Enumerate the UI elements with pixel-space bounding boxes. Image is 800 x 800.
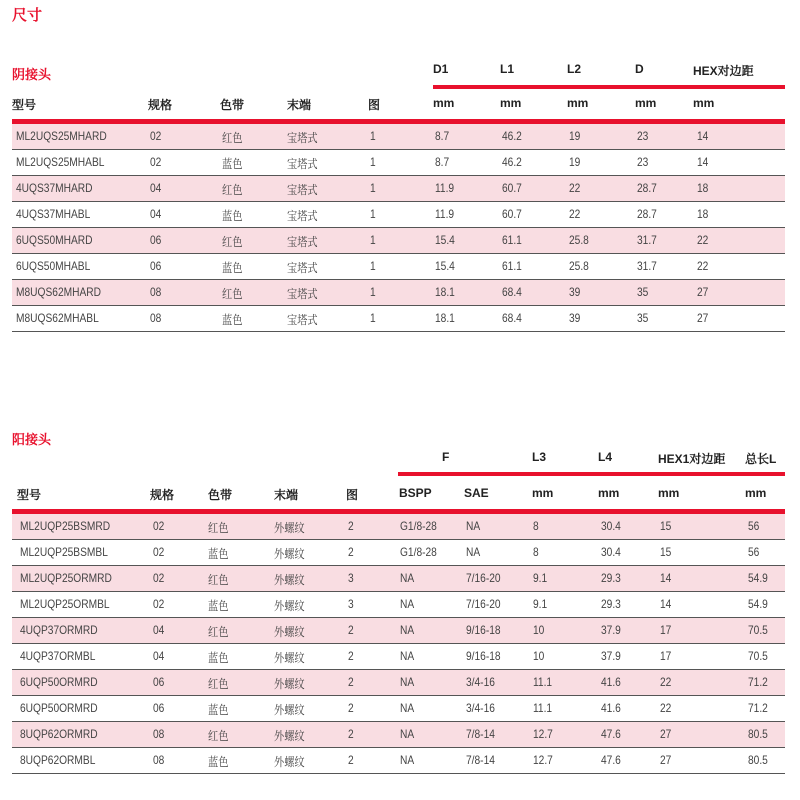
column-header: mm	[658, 486, 680, 500]
table-cell: 6UQS50MHARD	[16, 233, 93, 247]
table-row	[12, 280, 785, 306]
column-header: 规格	[148, 98, 173, 112]
table-cell: 2	[348, 623, 354, 637]
table-cell: 8.7	[435, 155, 450, 169]
table-row	[12, 228, 785, 254]
column-header: mm	[532, 486, 554, 500]
table-cell: 22	[660, 675, 672, 689]
column-header: 末端	[287, 98, 312, 112]
table-cell: 56	[748, 519, 760, 533]
table-cell: NA	[466, 545, 481, 559]
column-header: 色带	[208, 488, 233, 502]
table-cell: 蓝色	[208, 755, 229, 769]
table-cell: ML2UQS25MHABL	[16, 155, 105, 169]
table-cell: 7/8-14	[466, 753, 495, 767]
table-row	[12, 696, 785, 722]
table-cell: NA	[400, 727, 415, 741]
table-cell: NA	[400, 675, 415, 689]
column-header: mm	[500, 96, 522, 110]
table-cell: M8UQS62MHABL	[16, 311, 99, 325]
table-cell: 蓝色	[208, 547, 229, 561]
table-cell: 蓝色	[222, 157, 243, 171]
table-row	[12, 592, 785, 618]
table-cell: 蓝色	[208, 599, 229, 613]
table-cell: 22	[697, 259, 709, 273]
table-cell: ML2UQS25MHARD	[16, 129, 107, 143]
table-cell: 02	[153, 571, 165, 585]
table-cell: 02	[153, 545, 165, 559]
table-cell: 红色	[208, 729, 229, 743]
table-cell: 2	[348, 701, 354, 715]
table-cell: 41.6	[601, 675, 621, 689]
table-cell: 23	[637, 155, 649, 169]
male-header-divider	[12, 509, 785, 514]
table-cell: 80.5	[748, 727, 768, 741]
table-cell: G1/8-28	[400, 519, 437, 533]
table-cell: 47.6	[601, 727, 621, 741]
table-cell: 6UQS50MHABL	[16, 259, 91, 273]
table-cell: 41.6	[601, 701, 621, 715]
table-cell: 04	[153, 623, 165, 637]
table-cell: 25.8	[569, 233, 589, 247]
table-cell: 7/16-20	[466, 571, 501, 585]
table-cell: 39	[569, 311, 581, 325]
table-cell: 宝塔式	[287, 157, 318, 171]
table-cell: 11.9	[435, 181, 455, 195]
table-cell: 14	[697, 155, 709, 169]
table-cell: 外螺纹	[274, 703, 305, 717]
table-cell: 宝塔式	[287, 209, 318, 223]
column-header: BSPP	[399, 486, 432, 500]
table-cell: NA	[400, 571, 415, 585]
column-header: 色带	[220, 98, 245, 112]
table-cell: 10	[533, 649, 545, 663]
table-cell: 06	[153, 701, 165, 715]
group-header: L3	[532, 450, 547, 464]
table-cell: 35	[637, 311, 649, 325]
table-cell: 1	[370, 259, 376, 273]
table-cell: 04	[150, 181, 162, 195]
table-cell: G1/8-28	[400, 545, 437, 559]
column-header: 图	[368, 98, 381, 112]
table-cell: 18.1	[435, 311, 455, 325]
table-cell: 1	[370, 233, 376, 247]
table-cell: 红色	[222, 287, 243, 301]
table-cell: 31.7	[637, 233, 657, 247]
table-cell: 06	[150, 259, 162, 273]
column-header: 规格	[150, 488, 175, 502]
table-cell: 11.1	[533, 701, 553, 715]
table-cell: 外螺纹	[274, 573, 305, 587]
table-cell: 17	[660, 623, 672, 637]
table-cell: 28.7	[637, 181, 657, 195]
table-cell: 54.9	[748, 597, 768, 611]
table-cell: 蓝色	[208, 651, 229, 665]
column-header: mm	[598, 486, 620, 500]
column-header: 型号	[12, 98, 37, 112]
table-cell: 70.5	[748, 623, 768, 637]
table-cell: 02	[153, 597, 165, 611]
table-cell: 39	[569, 285, 581, 299]
table-cell: 蓝色	[222, 209, 243, 223]
table-cell: 8	[533, 519, 539, 533]
table-cell: NA	[400, 623, 415, 637]
table-cell: 7/16-20	[466, 597, 501, 611]
table-cell: 30.4	[601, 519, 621, 533]
table-cell: 宝塔式	[287, 261, 318, 275]
table-cell: 27	[697, 285, 709, 299]
group-header: 总长L	[745, 452, 777, 466]
table-cell: 08	[150, 285, 162, 299]
column-header: 图	[346, 488, 359, 502]
table-cell: 27	[660, 727, 672, 741]
table-cell: 02	[153, 519, 165, 533]
table-row	[12, 202, 785, 228]
table-cell: 60.7	[502, 207, 522, 221]
table-cell: 15	[660, 545, 672, 559]
table-cell: 15.4	[435, 259, 455, 273]
group-header: HEX1对边距	[658, 452, 726, 466]
table-cell: 15.4	[435, 233, 455, 247]
table-row	[12, 722, 785, 748]
group-header: F	[442, 450, 450, 464]
table-cell: 02	[150, 155, 162, 169]
table-cell: 08	[150, 311, 162, 325]
group-header: D1	[433, 62, 449, 76]
table-cell: 80.5	[748, 753, 768, 767]
table-row	[12, 150, 785, 176]
table-cell: 红色	[222, 235, 243, 249]
table-row	[12, 566, 785, 592]
table-cell: 46.2	[502, 155, 522, 169]
table-cell: 宝塔式	[287, 131, 318, 145]
table-cell: 28.7	[637, 207, 657, 221]
table-cell: 外螺纹	[274, 599, 305, 613]
table-cell: 红色	[208, 677, 229, 691]
table-cell: 蓝色	[222, 313, 243, 327]
table-cell: 22	[660, 701, 672, 715]
table-cell: 9/16-18	[466, 623, 501, 637]
table-cell: 27	[660, 753, 672, 767]
table-cell: 3/4-16	[466, 701, 495, 715]
table-cell: 宝塔式	[287, 183, 318, 197]
table-cell: 25.8	[569, 259, 589, 273]
table-cell: 红色	[208, 625, 229, 639]
table-cell: 外螺纹	[274, 547, 305, 561]
table-cell: 8UQP62ORMRD	[20, 727, 98, 741]
table-cell: 宝塔式	[287, 287, 318, 301]
table-cell: 外螺纹	[274, 625, 305, 639]
table-cell: 02	[150, 129, 162, 143]
table-cell: 蓝色	[222, 261, 243, 275]
table-cell: 71.2	[748, 701, 768, 715]
table-cell: 红色	[208, 521, 229, 535]
table-cell: 2	[348, 545, 354, 559]
table-cell: 70.5	[748, 649, 768, 663]
table-cell: 68.4	[502, 285, 522, 299]
table-cell: 30.4	[601, 545, 621, 559]
table-row	[12, 306, 785, 332]
table-cell: 31.7	[637, 259, 657, 273]
table-cell: 22	[569, 181, 581, 195]
table-cell: 06	[153, 675, 165, 689]
table-cell: 18.1	[435, 285, 455, 299]
table-cell: 8.7	[435, 129, 450, 143]
column-header: mm	[635, 96, 657, 110]
table-cell: 06	[150, 233, 162, 247]
table-cell: 9.1	[533, 597, 548, 611]
table-cell: 71.2	[748, 675, 768, 689]
table-cell: M8UQS62MHARD	[16, 285, 102, 299]
group-header: L1	[500, 62, 515, 76]
table-cell: 4UQS37MHABL	[16, 207, 91, 221]
table-cell: 4UQP37ORMBL	[20, 649, 96, 663]
table-cell: 2	[348, 753, 354, 767]
page-title: 尺寸	[12, 7, 43, 24]
male-section-label: 阳接头	[12, 432, 52, 447]
table-cell: 9.1	[533, 571, 548, 585]
table-cell: 1	[370, 129, 376, 143]
table-cell: 宝塔式	[287, 235, 318, 249]
table-cell: 6UQP50ORMRD	[20, 675, 98, 689]
table-cell: 4UQS37MHARD	[16, 181, 93, 195]
table-cell: NA	[400, 649, 415, 663]
table-cell: 19	[569, 129, 581, 143]
table-cell: 宝塔式	[287, 313, 318, 327]
table-cell: 外螺纹	[274, 729, 305, 743]
table-cell: 1	[370, 155, 376, 169]
table-cell: 红色	[208, 573, 229, 587]
table-cell: 56	[748, 545, 760, 559]
table-cell: 8UQP62ORMBL	[20, 753, 96, 767]
table-row	[12, 176, 785, 202]
table-cell: 14	[660, 597, 672, 611]
table-cell: 22	[569, 207, 581, 221]
table-cell: NA	[400, 701, 415, 715]
table-cell: 17	[660, 649, 672, 663]
table-row	[12, 644, 785, 670]
table-cell: NA	[466, 519, 481, 533]
table-cell: 7/8-14	[466, 727, 495, 741]
table-cell: 37.9	[601, 649, 621, 663]
table-cell: 15	[660, 519, 672, 533]
table-cell: 1	[370, 311, 376, 325]
table-cell: ML2UQP25ORMRD	[20, 571, 112, 585]
table-cell: 2	[348, 649, 354, 663]
table-cell: 60.7	[502, 181, 522, 195]
table-cell: 10	[533, 623, 545, 637]
male-group-divider	[398, 472, 785, 476]
column-header: mm	[433, 96, 455, 110]
table-cell: 08	[153, 727, 165, 741]
table-cell: 27	[697, 311, 709, 325]
table-row	[12, 124, 785, 150]
table-cell: 47.6	[601, 753, 621, 767]
table-cell: 18	[697, 181, 709, 195]
table-row	[12, 254, 785, 280]
table-cell: 外螺纹	[274, 651, 305, 665]
table-row	[12, 670, 785, 696]
column-header: mm	[567, 96, 589, 110]
column-header: mm	[745, 486, 767, 500]
column-header: 型号	[17, 488, 42, 502]
table-cell: 14	[697, 129, 709, 143]
table-cell: 2	[348, 675, 354, 689]
table-cell: ML2UQP25ORMBL	[20, 597, 110, 611]
table-cell: 23	[637, 129, 649, 143]
table-cell: 外螺纹	[274, 521, 305, 535]
table-cell: ML2UQP25BSMBL	[20, 545, 108, 559]
table-cell: NA	[400, 597, 415, 611]
column-header: 末端	[274, 488, 299, 502]
table-cell: 08	[153, 753, 165, 767]
table-cell: 54.9	[748, 571, 768, 585]
table-cell: 29.3	[601, 597, 621, 611]
female-section-label: 阴接头	[12, 67, 52, 82]
table-cell: 37.9	[601, 623, 621, 637]
table-cell: 04	[150, 207, 162, 221]
table-cell: 1	[370, 207, 376, 221]
table-cell: 12.7	[533, 753, 553, 767]
table-cell: NA	[400, 753, 415, 767]
table-cell: 3	[348, 571, 354, 585]
table-cell: 11.1	[533, 675, 553, 689]
table-cell: 3	[348, 597, 354, 611]
table-cell: 46.2	[502, 129, 522, 143]
column-header: SAE	[464, 486, 489, 500]
table-cell: 2	[348, 727, 354, 741]
table-cell: 61.1	[502, 259, 522, 273]
table-cell: 68.4	[502, 311, 522, 325]
table-cell: 红色	[222, 131, 243, 145]
table-cell: 11.9	[435, 207, 455, 221]
table-cell: 12.7	[533, 727, 553, 741]
female-group-divider	[433, 85, 785, 89]
female-header-divider	[12, 119, 785, 124]
table-cell: 04	[153, 649, 165, 663]
table-cell: 蓝色	[208, 703, 229, 717]
group-header: L2	[567, 62, 582, 76]
table-cell: 8	[533, 545, 539, 559]
group-header: HEX对边距	[693, 64, 754, 78]
table-cell: 61.1	[502, 233, 522, 247]
table-cell: ML2UQP25BSMRD	[20, 519, 111, 533]
table-cell: 18	[697, 207, 709, 221]
table-cell: 3/4-16	[466, 675, 495, 689]
table-cell: 29.3	[601, 571, 621, 585]
table-cell: 2	[348, 519, 354, 533]
column-header: mm	[693, 96, 715, 110]
table-cell: 14	[660, 571, 672, 585]
table-cell: 19	[569, 155, 581, 169]
table-cell: 1	[370, 285, 376, 299]
table-cell: 35	[637, 285, 649, 299]
table-cell: 6UQP50ORMRD	[20, 701, 98, 715]
table-cell: 22	[697, 233, 709, 247]
table-cell: 9/16-18	[466, 649, 501, 663]
table-cell: 外螺纹	[274, 755, 305, 769]
table-cell: 4UQP37ORMRD	[20, 623, 98, 637]
group-header: L4	[598, 450, 613, 464]
table-cell: 红色	[222, 183, 243, 197]
table-cell: 1	[370, 181, 376, 195]
table-row	[12, 514, 785, 540]
group-header: D	[635, 62, 644, 76]
table-cell: 外螺纹	[274, 677, 305, 691]
table-row	[12, 540, 785, 566]
table-row	[12, 748, 785, 774]
table-row	[12, 618, 785, 644]
